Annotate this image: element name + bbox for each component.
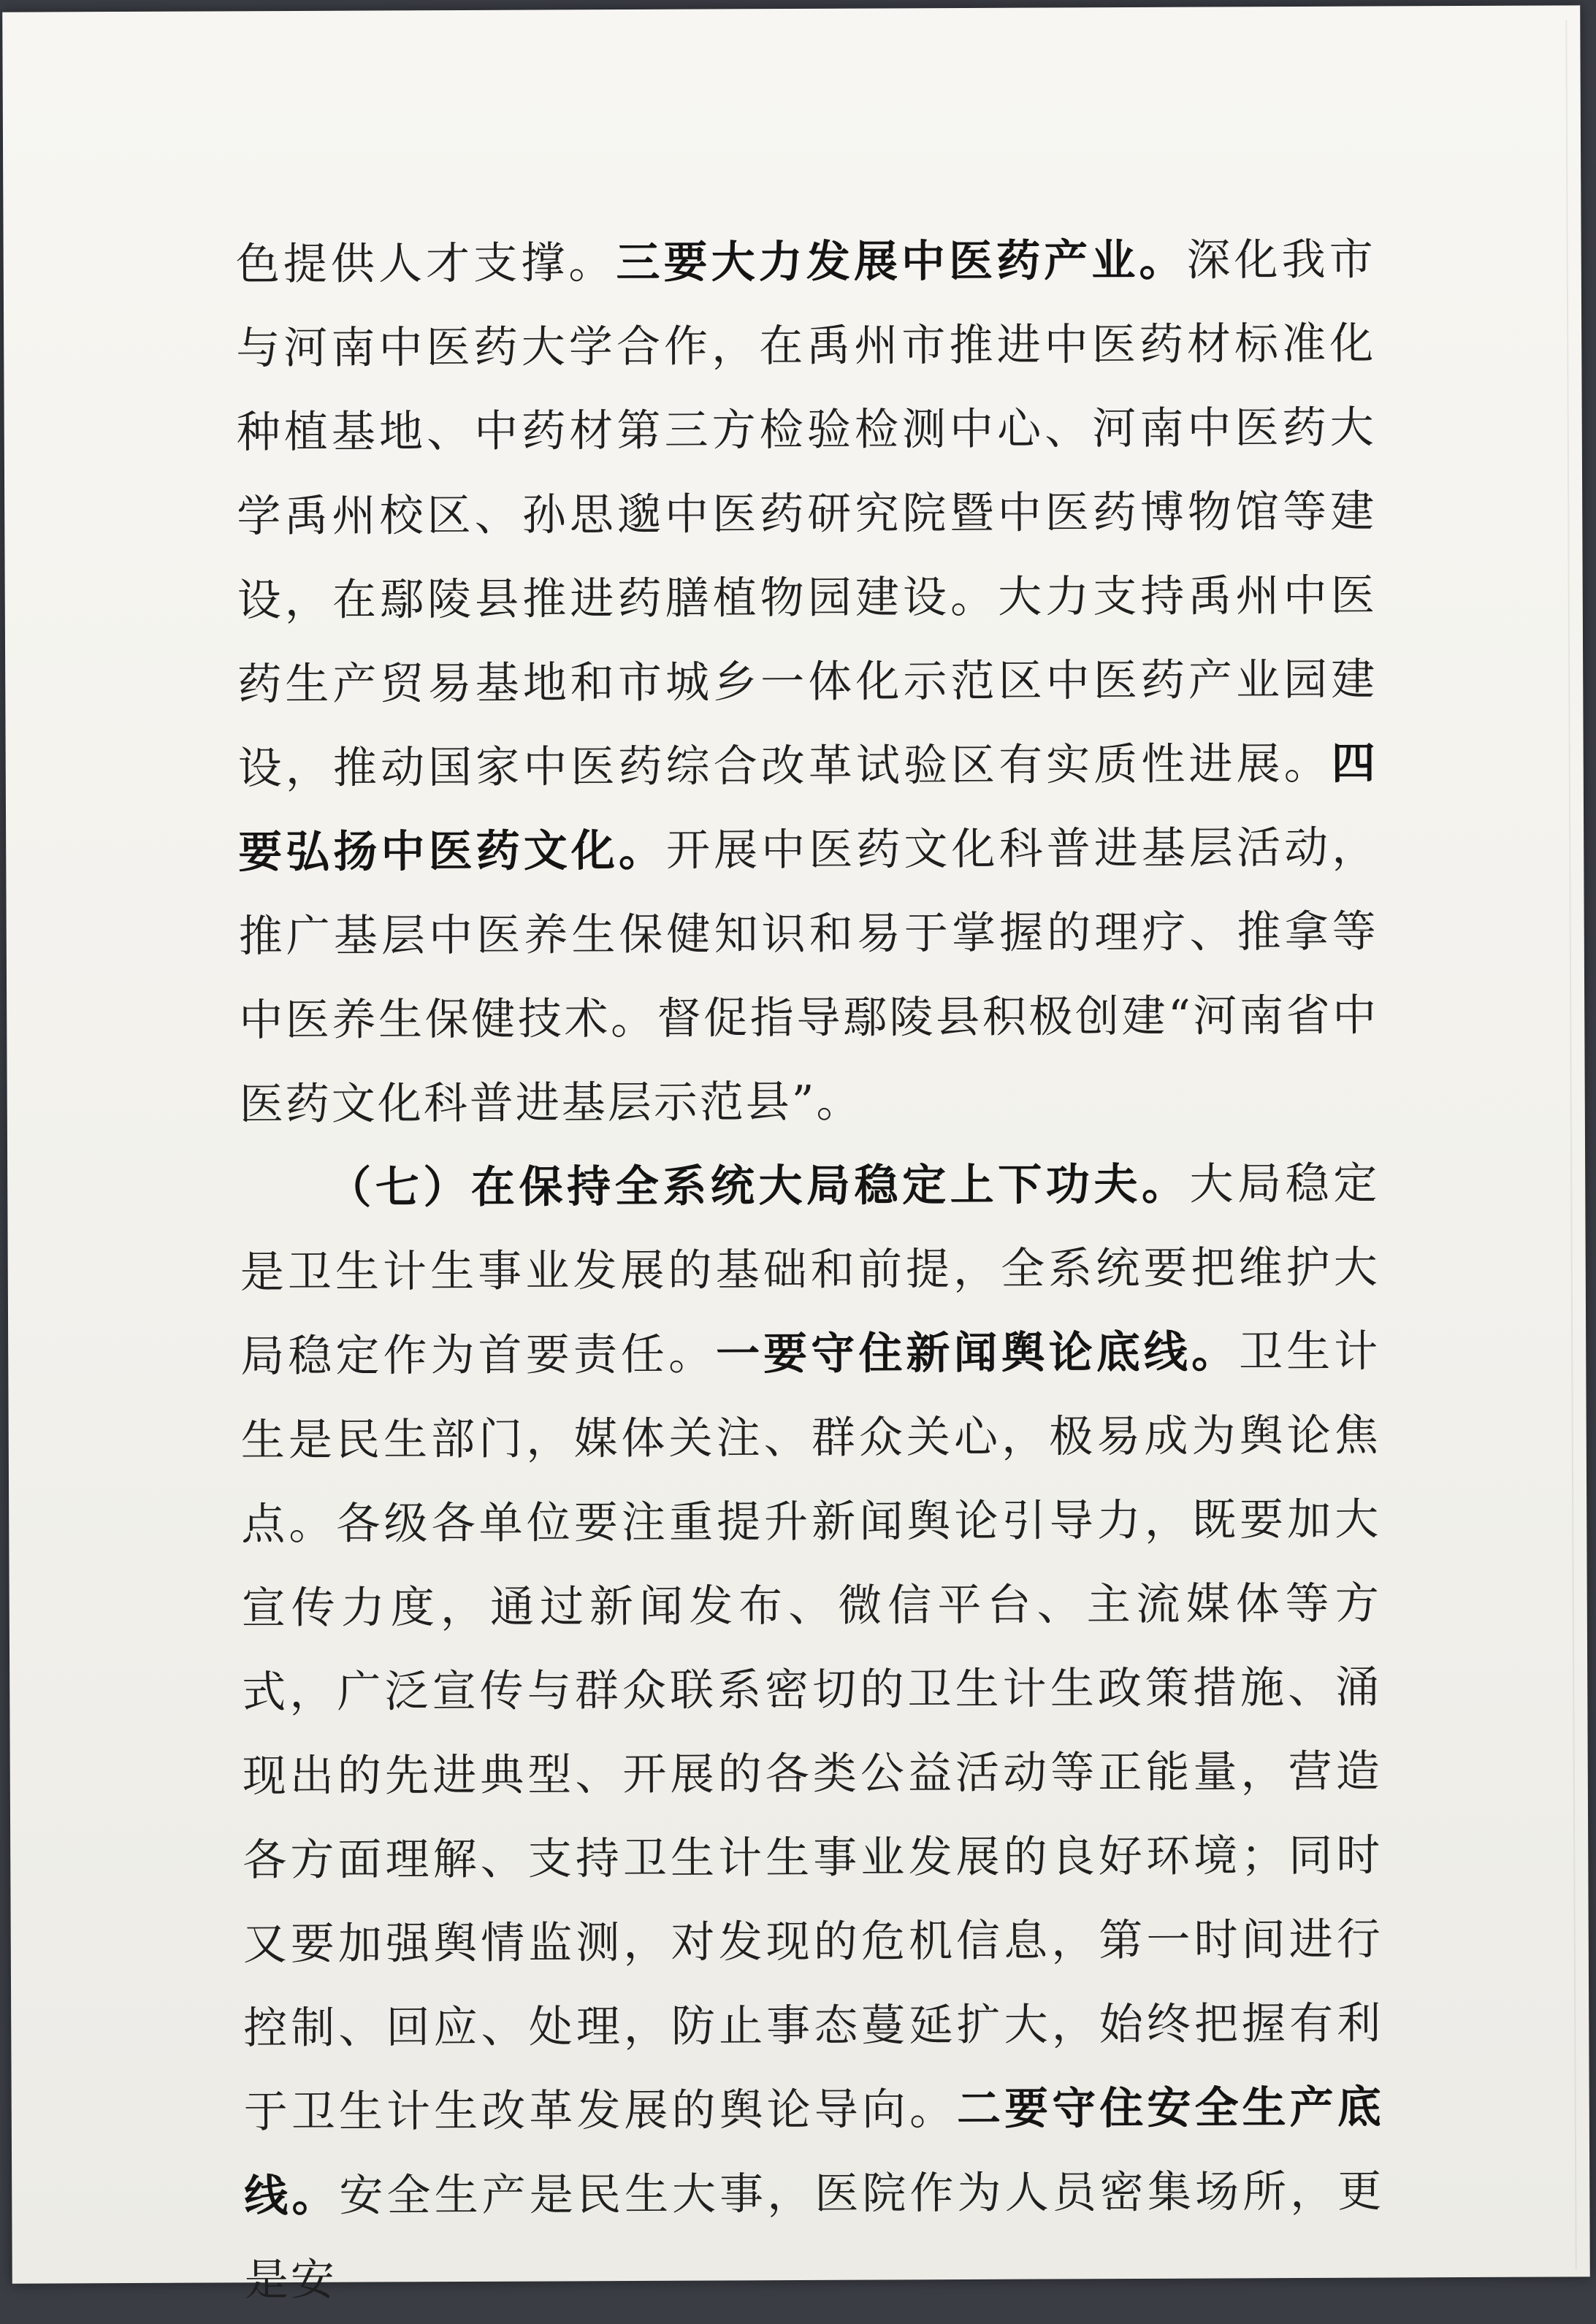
text-segment: 色提供人才支撑。: [235, 237, 616, 291]
section-heading-seven: （七）在保持全系统大局稳定上下功夫。: [327, 1158, 1190, 1214]
paragraph-tcm-industry: [235, 218, 1379, 1147]
paper-crease: [1565, 20, 1576, 2269]
text-segment: 大局稳定是卫生计生事业发展的基础和前提，全系统要把维护大局稳定作为首要责任。: [240, 1158, 1380, 1383]
text-segment: 深化我市与河南中医药大学合作，在禹州市推进中医药材标准化种植基地、中药材第三方检验检测中心、河南中医药大学禹州校区、孙思邈中医药研究院暨中医药博物馆等建设，在鄢陵县推进药膳植物园建设。大力支持禹州中医药生产贸易基地和市城乡一体化示范区中医药产业园建设，推动国家中医药综合改革试验区有实质性进展。: [236, 234, 1378, 795]
bold-heading-safety-production-bottom-line: 二要守住安全生产底线。: [244, 2082, 1383, 2222]
paragraph-stability: [240, 1142, 1384, 2323]
scanned-page: [2, 5, 1590, 2306]
bold-heading-promote-tcm-culture: 四要弘扬中医药文化。: [238, 738, 1378, 879]
text-segment: 卫生计生是民生部门，媒体关注、群众关心，极易成为舆论焦点。各级各单位要注重提升新闻舆论引导力，既要加大宣传力度，通过新闻发布、微信平台、主流媒体等方式，广泛宣传与群众联系密切的卫生计生政策措施、涌现出的先进典型、开展的各类公益活动等正能量，营造各方面理解、支持卫生计生事业发展的良好环境；同时又要加强舆情监测，对发现的危机信息，第一时间进行控制、回应、处理，防止事态蔓延扩大，始终把握有利于卫生计生改革发展的舆论导向。: [240, 1326, 1383, 2138]
bold-heading-develop-tcm-industry: 三要大力发展中医药产业。: [616, 234, 1187, 289]
text-segment: 开展中医药文化科普进基层活动，推广基层中医养生保健知识和易于掌握的理疗、推拿等中医养生保健技术。督促指导鄢陵县积极创建“河南省中医药文化科普进基层示范县”。: [238, 822, 1379, 1131]
bold-heading-news-opinion-bottom-line: 一要守住新闻舆论底线。: [715, 1326, 1240, 1380]
text-segment: 安全生产是民生大事，医院作为人员密集场所，更是安: [244, 2166, 1384, 2306]
document-body: [235, 218, 1384, 2323]
